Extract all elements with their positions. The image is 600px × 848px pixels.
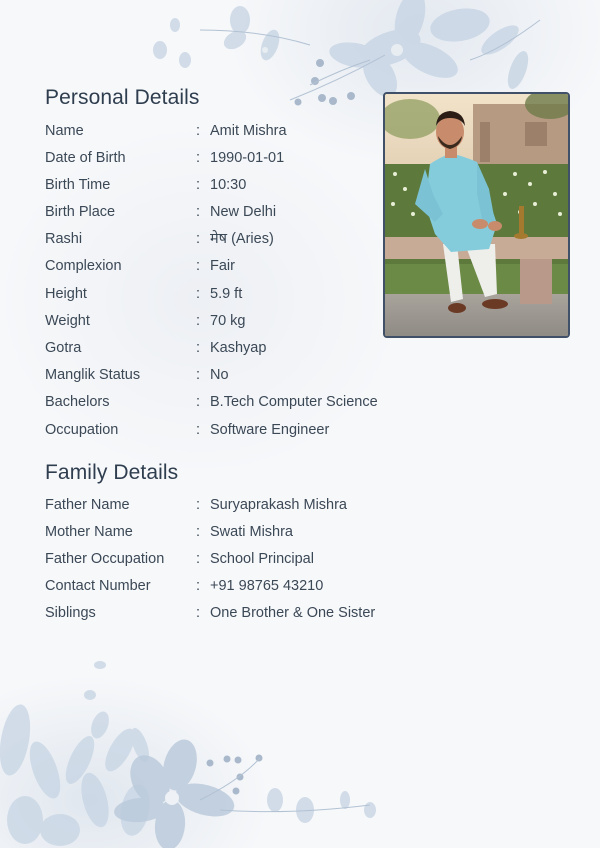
row-separator: : (196, 149, 201, 166)
row-label: Manglik Status (45, 367, 141, 384)
row-separator: : (196, 340, 201, 356)
profile-photo-image (385, 94, 568, 336)
row-value: मेष (Aries) (210, 231, 274, 248)
row-separator: : (196, 204, 201, 221)
row-value: 10:30 (210, 176, 247, 193)
row-separator: : (196, 523, 201, 540)
row-label: Birth Time (45, 176, 111, 193)
row-separator: : (196, 258, 201, 275)
row-label: Mother Name (45, 523, 133, 540)
row-separator: : (196, 176, 201, 193)
row-separator: : (196, 394, 201, 411)
row-separator: : (196, 231, 201, 248)
row-label: Occupation (45, 421, 119, 438)
row-separator: : (196, 550, 201, 567)
row-value: 70 kg (210, 312, 246, 329)
row-separator: : (196, 605, 201, 622)
row-separator: : (196, 122, 201, 139)
row-separator: : (196, 367, 201, 384)
row-label: Father Occupation (45, 550, 165, 567)
row-value: B.Tech Computer Science (210, 394, 378, 411)
row-label: Date of Birth (45, 149, 126, 166)
row-label: Gotra (45, 340, 82, 356)
row-separator: : (196, 285, 201, 302)
row-value: Kashyap (210, 340, 267, 356)
row-separator: : (196, 496, 201, 513)
row-separator: : (196, 421, 201, 438)
row-label: Birth Place (45, 204, 116, 221)
row-label: Contact Number (45, 578, 151, 595)
row-label: Name (45, 122, 84, 139)
row-value: Amit Mishra (210, 122, 287, 139)
row-label: Rashi (45, 231, 83, 248)
row-value: School Principal (210, 550, 314, 567)
row-value: 5.9 ft (210, 285, 243, 302)
row-value: Swati Mishra (210, 523, 293, 540)
row-value: No (210, 367, 229, 384)
row-label: Height (45, 285, 87, 302)
row-separator: : (196, 578, 201, 595)
row-value: +91 98765 43210 (210, 578, 324, 595)
profile-photo (383, 92, 570, 338)
row-value: One Brother & One Sister (210, 605, 376, 622)
row-value: Software Engineer (210, 421, 330, 438)
row-label: Father Name (45, 496, 130, 513)
row-separator: : (196, 312, 201, 329)
row-label: Siblings (45, 605, 96, 622)
row-value: 1990-01-01 (210, 149, 285, 166)
row-label: Complexion (45, 258, 122, 275)
row-label: Bachelors (45, 394, 110, 411)
row-value: New Delhi (210, 204, 277, 221)
section-title-family-details: Family Details (45, 461, 179, 484)
row-value: Suryaprakash Mishra (210, 496, 347, 513)
section-title-personal-details: Personal Details (45, 86, 200, 109)
row-value: Fair (210, 258, 235, 275)
row-label: Weight (45, 312, 90, 329)
